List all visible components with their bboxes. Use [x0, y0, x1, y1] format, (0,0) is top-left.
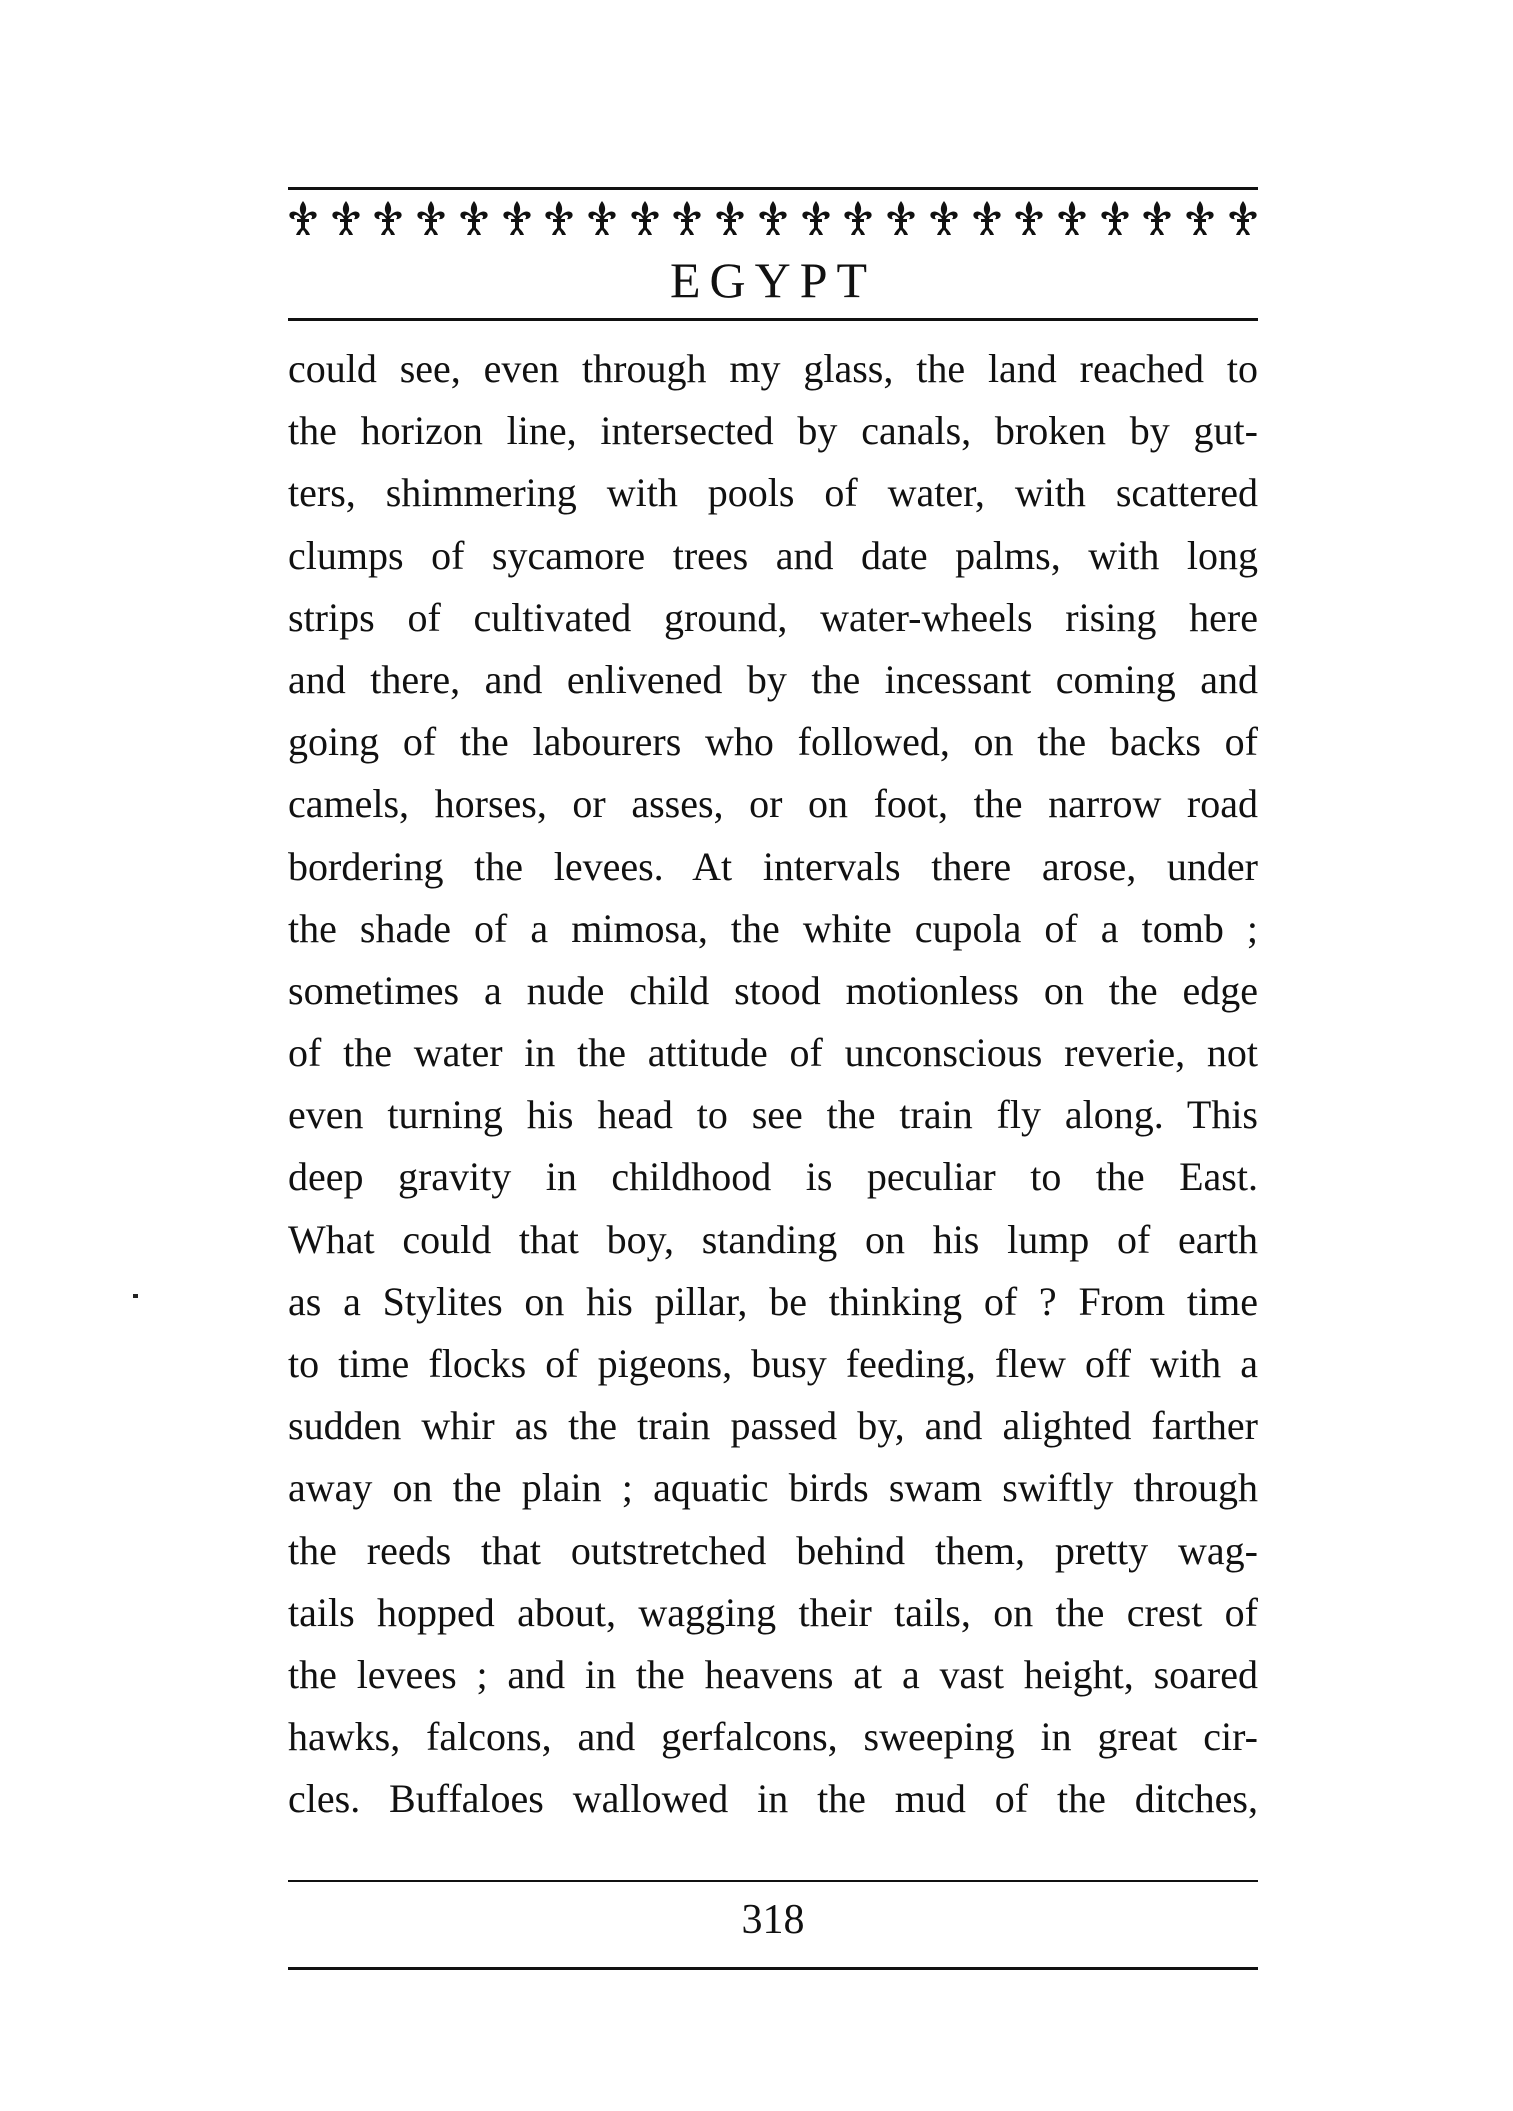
body-text	[288, 338, 1258, 1831]
text-line: hawks, falcons, and gerfalcons, sweeping in great cir-	[288, 1714, 1258, 1760]
text-line: as a Stylites on his pillar, be thinking of ? From time	[288, 1278, 1258, 1324]
text-line: cles. Buffaloes wallowed in the mud of the ditches,	[288, 1776, 1258, 1822]
text-line: tails hopped about, wagging their tails, on the crest of	[288, 1589, 1258, 1635]
fleur-de-lis-icon	[587, 199, 617, 237]
fleur-de-lis-icon	[1057, 199, 1087, 237]
fleur-de-lis-icon	[1100, 199, 1130, 237]
text-line: camels, horses, or asses, or on foot, the narrow road	[288, 781, 1258, 827]
footer-top-rule	[288, 1880, 1258, 1882]
text-line: away on the plain ; aquatic birds swam swiftly through	[288, 1465, 1258, 1511]
text-line: the levees ; and in the heavens at a vast height, soared	[288, 1651, 1258, 1697]
fleur-de-lis-icon	[929, 199, 959, 237]
fleur-de-lis-icon	[1014, 199, 1044, 237]
running-head: EGYPT	[669, 252, 877, 308]
book-page	[288, 0, 1258, 2111]
text-line: and there, and enlivened by the incessant coming and	[288, 656, 1258, 702]
text-line: strips of cultivated ground, water-wheels rising here	[288, 594, 1258, 640]
text-line: even turning his head to see the train fly along. This	[288, 1092, 1258, 1138]
fleur-de-lis-icon	[502, 199, 532, 237]
fleur-de-lis-icon	[672, 199, 702, 237]
fleur-de-lis-icon	[630, 199, 660, 237]
fleur-de-lis-icon	[886, 199, 916, 237]
fleur-de-lis-icon	[758, 199, 788, 237]
fleur-de-lis-icon	[459, 199, 489, 237]
text-line: could see, even through my glass, the land reached to	[288, 346, 1258, 391]
text-line: clumps of sycamore trees and date palms, with long	[288, 532, 1258, 578]
text-line: ters, shimmering with pools of water, with scattered	[288, 470, 1258, 516]
fleur-de-lis-icon	[416, 199, 446, 237]
fleur-de-lis-icon	[972, 199, 1002, 237]
fleur-de-lis-icon	[331, 199, 361, 237]
text-line: sudden whir as the train passed by, and alighted farther	[288, 1403, 1258, 1449]
fleur-de-lis-icon	[843, 199, 873, 237]
header-top-rule	[288, 187, 1258, 190]
text-line: going of the labourers who followed, on the backs of	[288, 719, 1258, 765]
text-line: sometimes a nude child stood motionless on the edge	[288, 967, 1258, 1013]
fleuron-ornament-band	[288, 196, 1258, 240]
text-line: the reeds that outstretched behind them, pretty wag-	[288, 1527, 1258, 1573]
fleur-de-lis-icon	[715, 199, 745, 237]
text-line: What could that boy, standing on his lump of earth	[288, 1216, 1258, 1262]
page-number: 318	[741, 1897, 805, 1943]
stray-ink-mark	[133, 1294, 138, 1298]
text-line: the horizon line, intersected by canals, broken by gut-	[288, 408, 1258, 454]
fleur-de-lis-icon	[288, 199, 318, 237]
footer-bottom-rule	[288, 1967, 1258, 1970]
fleur-de-lis-icon	[1185, 199, 1215, 237]
fleur-de-lis-icon	[1228, 199, 1258, 237]
text-line: to time flocks of pigeons, busy feeding, flew off with a	[288, 1341, 1258, 1386]
header-bottom-rule	[288, 318, 1258, 321]
fleur-de-lis-icon	[1142, 199, 1172, 237]
fleur-de-lis-icon	[373, 199, 403, 237]
fleur-de-lis-icon	[544, 199, 574, 237]
fleur-de-lis-icon	[801, 199, 831, 237]
text-line: of the water in the attitude of unconscious reverie, not	[288, 1030, 1258, 1076]
text-line: the shade of a mimosa, the white cupola of a tomb ;	[288, 905, 1258, 951]
text-line: deep gravity in childhood is peculiar to the East.	[288, 1154, 1258, 1200]
text-line: bordering the levees. At intervals there arose, under	[288, 843, 1258, 889]
